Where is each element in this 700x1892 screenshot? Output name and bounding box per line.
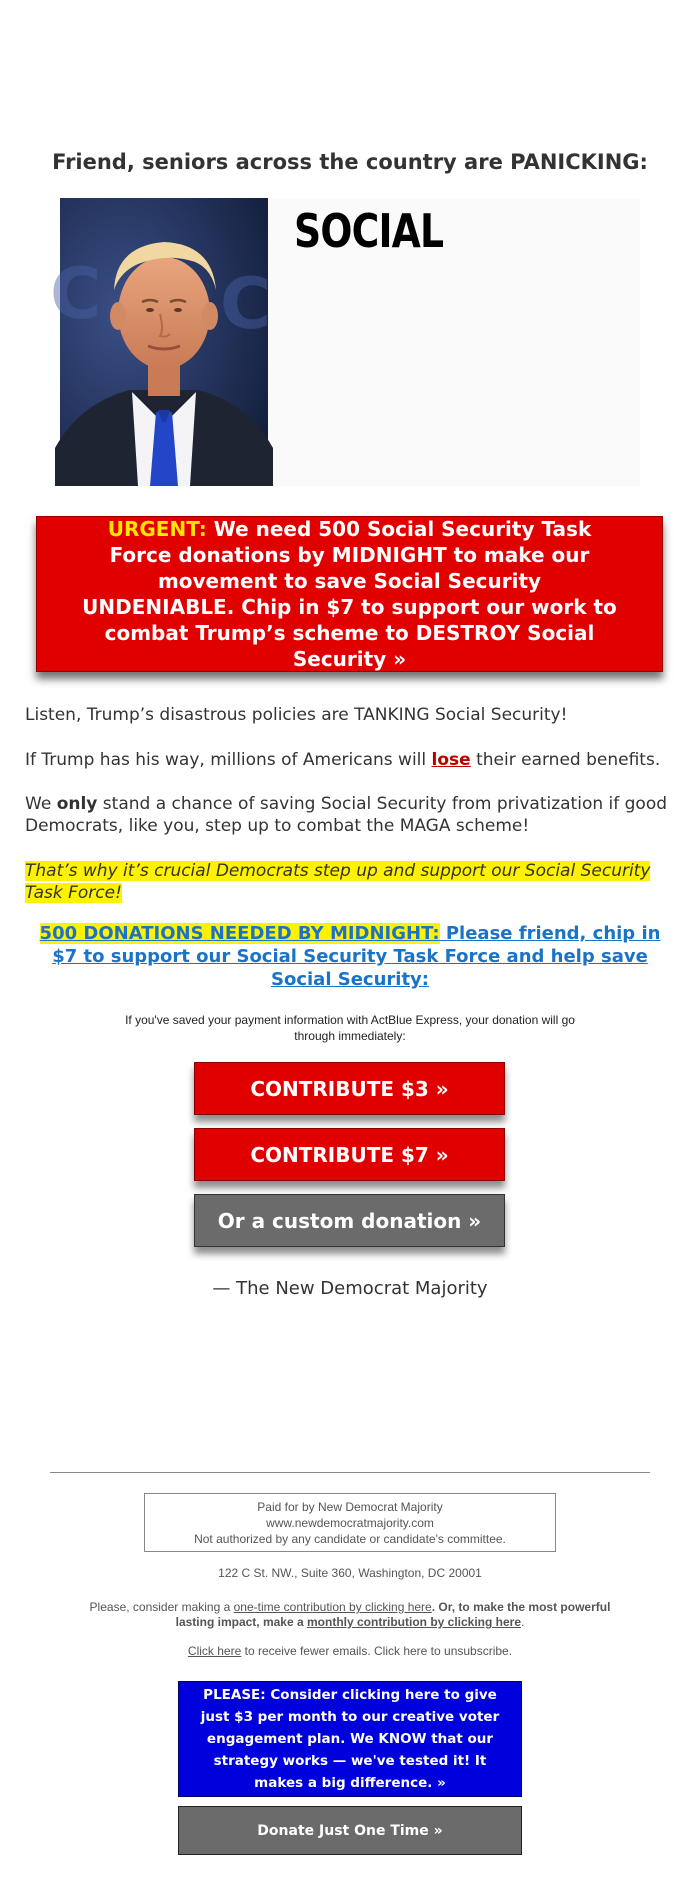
consider-contribution-text xyxy=(70,1600,630,1630)
actblue-express-note: If you've saved your payment information with ActBlue Express, your donation will go through immediately: xyxy=(125,1013,575,1043)
p2-post: their earned benefits. xyxy=(470,750,661,770)
fewer-emails-link[interactable]: Click here xyxy=(187,1644,242,1658)
highlighted-text: That’s why it’s crucial Democrats step up and support our Social Security Task Force! xyxy=(25,861,651,903)
monthly-donation-button[interactable]: PLEASE: Consider clicking here to give just $3 per month to our creative voter engagement plan. We KNOW that our strategy works — we've tested it! It makes a big difference. » xyxy=(178,1681,522,1797)
monthly-contribution-link[interactable]: monthly contribution by clicking here xyxy=(307,1615,522,1629)
footer-divider xyxy=(50,1472,650,1473)
paid-for-box xyxy=(144,1493,556,1552)
svg-text:C: C xyxy=(220,263,272,345)
svg-text:C: C xyxy=(50,253,102,335)
donate-one-time-button[interactable]: Donate Just One Time » xyxy=(178,1806,522,1855)
hero-word: SOCIAL xyxy=(294,204,444,258)
contribute-3-button[interactable]: CONTRIBUTE $3 » xyxy=(194,1062,505,1115)
contribute-7-button[interactable]: CONTRIBUTE $7 » xyxy=(194,1128,505,1181)
urgent-lead: URGENT: xyxy=(107,517,207,541)
headline: Friend, seniors across the country are PANICKING: xyxy=(52,150,648,174)
p3-post: stand a chance of saving Social Security from privatization if good Democrats, like you, step up to combat the MAGA scheme! xyxy=(25,794,668,836)
urgent-donate-box[interactable] xyxy=(36,516,663,672)
urgent-body: We need 500 Social Security Task Force donations by MIDNIGHT to make our movement to save Social Security UNDENIABLE. Chip in $7 to support our work to combat Trump’s scheme to DESTROY Social Security » xyxy=(82,517,617,671)
mailing-address: 122 C St. NW., Suite 360, Washington, DC 20001 xyxy=(218,1566,482,1580)
p3-pre: We xyxy=(25,794,57,814)
urgent-text xyxy=(81,516,618,672)
cta-rest: Please friend, chip in $7 to support our Social Security Task Force and help save Social Security: xyxy=(52,923,661,990)
consider-mid: . Or, to make the most powerful lasting impact, make a xyxy=(175,1600,611,1629)
fewer-emails-text xyxy=(0,1644,700,1658)
paid-for-line: Paid for by New Democrat Majority xyxy=(257,1500,443,1514)
consider-pre: Please, consider making a xyxy=(89,1600,234,1614)
p2-pre: If Trump has his way, millions of Americans will xyxy=(25,750,432,770)
hero-banner[interactable] xyxy=(50,198,640,486)
paragraph-only-chance xyxy=(25,793,675,837)
hero-photo xyxy=(50,198,272,486)
website-line: www.newdemocratmajority.com xyxy=(266,1516,434,1530)
custom-donation-button[interactable]: Or a custom donation » xyxy=(194,1194,505,1247)
paragraph-tanking: Listen, Trump’s disastrous policies are TANKING Social Security! xyxy=(25,705,568,725)
signoff: — The New Democrat Majority xyxy=(212,1278,488,1299)
lose-emphasis: lose xyxy=(431,750,471,770)
consider-end: . xyxy=(521,1615,525,1629)
one-time-contribution-link[interactable]: one-time contribution by clicking here xyxy=(233,1600,432,1614)
paragraph-highlight xyxy=(25,860,675,904)
not-authorized-line: Not authorized by any candidate or candidate's committee. xyxy=(194,1532,506,1546)
cta-lead: 500 DONATIONS NEEDED BY MIDNIGHT: xyxy=(39,923,440,944)
paragraph-lose-benefits xyxy=(25,749,675,771)
chip-in-link[interactable] xyxy=(30,922,670,991)
p3-bold: only xyxy=(56,794,98,814)
fewer-emails-rest: to receive fewer emails. Click here to unsubscribe. xyxy=(241,1644,513,1658)
